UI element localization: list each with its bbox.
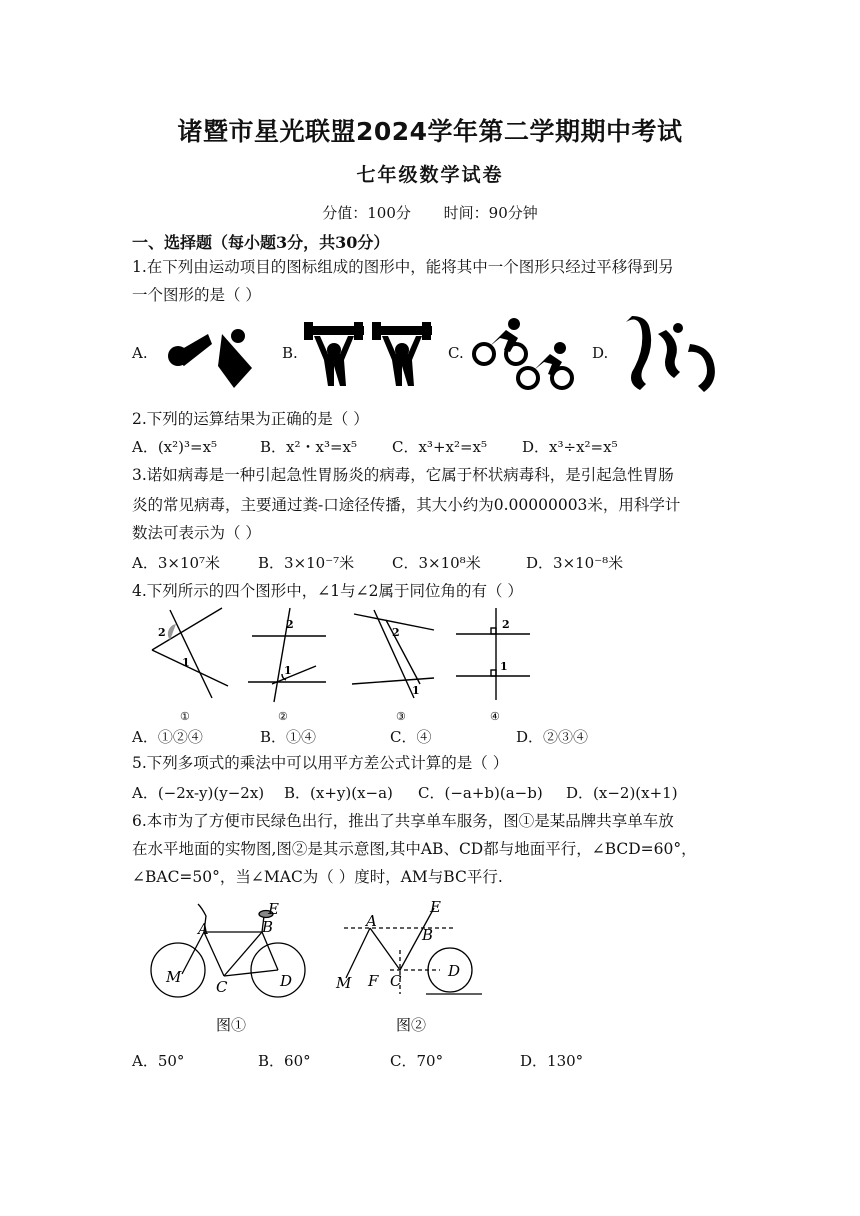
wrestling-pictogram-icon [618, 312, 718, 394]
fig1-point-b: B [262, 918, 274, 936]
q5-options [132, 782, 678, 803]
q6-line1: 6.本市为了方便市民绿色出行，推出了共享单车服务，图①是某品牌共享单车放 [132, 812, 674, 830]
q4-figure-3 [352, 610, 434, 698]
q2-option-a: A．(x²)³=x⁵ [132, 438, 218, 456]
weightlifting-pictogram-icon [300, 320, 440, 390]
fig1-point-d: D [280, 972, 293, 990]
q5-option-c: C．(−a+b)(a−b) [418, 784, 543, 802]
q5-option-d: D．(x−2)(x+1) [566, 784, 678, 802]
q2-option-c: C．x³+x²=x⁵ [392, 438, 488, 456]
q6-line3: ∠BAC=50°，当∠MAC为（ ）度时，AM与BC平行. [132, 868, 503, 886]
q4-option-d: D．②③④ [516, 728, 589, 746]
section-heading: 一、选择题（每小题3分，共30分） [132, 233, 390, 252]
q5-option-a: A．(−2x-y)(y−2x) [132, 784, 265, 802]
q4-option-a: A．①②④ [132, 728, 203, 746]
fig1-point-e: E [268, 900, 279, 918]
q4-figure-4 [456, 608, 530, 700]
q2-options [132, 436, 618, 457]
q4-fig3-angle2: 2 [392, 626, 400, 639]
fig1-caption: 图① [216, 1016, 247, 1034]
q1-line1: 1.在下列由运动项目的图标组成的图形中，能将其中一个图形只经过平移得到另 [132, 258, 674, 276]
q2-option-d: D．x³÷x²=x⁵ [522, 438, 618, 456]
q2-option-b: B．x²・x³=x⁵ [260, 438, 358, 456]
q4-options [132, 726, 588, 747]
q3-option-c: C．3×10⁸米 [392, 554, 481, 572]
time-value: 时间：90分钟 [443, 204, 538, 222]
q4-fig4-label: ④ [490, 710, 500, 723]
q5-option-b: B．(x+y)(x−a) [284, 784, 393, 802]
q3-option-a: A．3×10⁷米 [132, 554, 221, 572]
q4-option-b: B．①④ [260, 728, 317, 746]
q4-stem: 4.下列所示的四个图形中，∠1与∠2属于同位角的有（ ） [132, 582, 523, 600]
q1-label-b: B. [282, 344, 298, 362]
q4-fig2-angle1: 1 [284, 664, 292, 677]
q1-label-d: D. [592, 344, 609, 362]
q3-line2: 炎的常见病毒，主要通过粪-口途径传播，其大小约为0.00000003米，用科学计 [132, 496, 681, 514]
q4-angle-figures [140, 606, 560, 724]
q4-fig3-label: ③ [396, 710, 406, 723]
exam-meta [0, 202, 860, 223]
q6-option-d: D．130° [520, 1052, 584, 1070]
bicycle-figure-1 [140, 894, 310, 1040]
fig2-point-d: D [448, 962, 461, 980]
q4-fig1-angle2: 2 [158, 626, 166, 639]
q4-fig3-angle1: 1 [412, 684, 420, 697]
q3-options [132, 552, 623, 573]
q4-fig2-angle2: 2 [286, 618, 294, 631]
q3-line1: 3.诺如病毒是一种引起急性胃肠炎的病毒，它属于杯状病毒科，是引起急性胃肠 [132, 466, 674, 484]
q1-line2: 一个图形的是（ ） [132, 286, 261, 304]
q5-stem: 5.下列多项式的乘法中可以用平方差公式计算的是（ ） [132, 754, 509, 772]
q6-option-a: A．50° [132, 1052, 185, 1070]
fig2-point-b: B [422, 926, 434, 944]
q6-option-b: B．60° [258, 1052, 311, 1070]
fig2-caption: 图② [396, 1016, 427, 1034]
q4-fig4-angle2: 2 [502, 618, 510, 631]
bicycle-figure-2 [330, 894, 490, 1040]
fig1-point-c: C [216, 978, 228, 996]
cycling-pictogram-icon [470, 316, 580, 392]
fig2-point-c: C [390, 972, 402, 990]
q4-fig1-angle1: 1 [182, 656, 190, 669]
fig2-point-f: F [368, 972, 379, 990]
q3-option-d: D．3×10⁻⁸米 [526, 554, 624, 572]
q6-line2: 在水平地面的实物图,图②是其示意图,其中AB、CD都与地面平行，∠BCD=60°， [132, 840, 697, 858]
fig1-point-m: M [166, 968, 182, 986]
q4-figure-1 [152, 608, 228, 698]
q6-options [132, 1050, 583, 1071]
swimming-pictogram-icon [160, 322, 260, 392]
exam-subtitle: 七年级数学试卷 [356, 164, 504, 186]
q3-line3: 数法可表示为（ ） [132, 524, 261, 542]
q1-label-c: C. [448, 344, 464, 362]
q3-option-b: B．3×10⁻⁷米 [258, 554, 355, 572]
exam-title: 诸暨市星光联盟2024学年第二学期期中考试 [177, 117, 683, 146]
q1-label-a: A. [132, 344, 148, 362]
q2-stem: 2.下列的运算结果为正确的是（ ） [132, 410, 369, 428]
fig2-point-e: E [430, 898, 441, 916]
fig1-point-a: A [198, 920, 209, 938]
q4-option-c: C．④ [390, 728, 432, 746]
q4-fig1-label: ① [180, 710, 190, 723]
q4-fig2-label: ② [278, 710, 288, 723]
q6-option-c: C．70° [390, 1052, 444, 1070]
q4-fig4-angle1: 1 [500, 660, 508, 673]
fig2-point-a: A [366, 912, 377, 930]
fig2-point-m: M [336, 974, 352, 992]
score-value: 分值：100分 [322, 204, 411, 222]
